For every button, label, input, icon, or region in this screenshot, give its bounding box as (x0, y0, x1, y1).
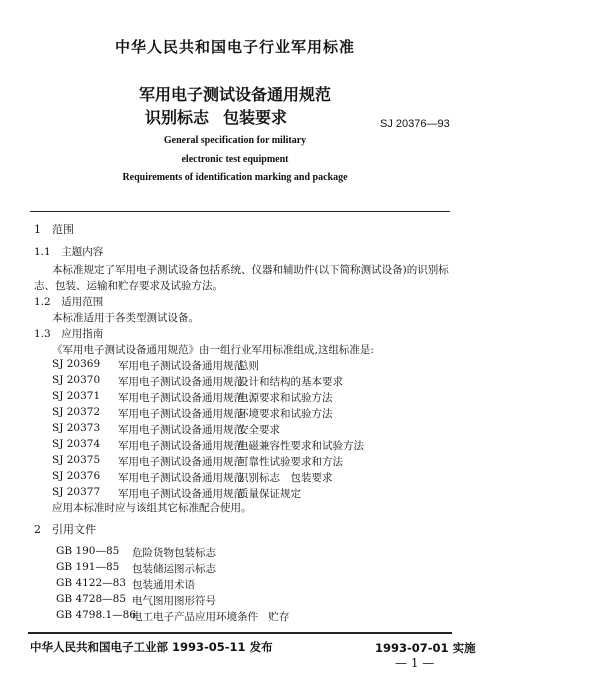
series-name: 军用电子测试设备通用规范 (118, 408, 244, 420)
title-line-1: 军用电子测试设备通用规范 (138, 85, 331, 104)
reference-code: GB 4728—85 (56, 593, 127, 605)
reference-title: 危险货物包装标志 (132, 547, 216, 559)
section-1-3-intro: 《军用电子测试设备通用规范》由一组行业军用标准组成,这组标准是: (52, 344, 374, 356)
section-1-heading: 1 范围 (34, 223, 74, 236)
series-name: 军用电子测试设备通用规范 (118, 360, 244, 372)
section-1-2-heading: 1.2 适用范围 (34, 296, 104, 308)
series-part: 电磁兼容性要求和试验方法 (238, 440, 364, 452)
series-name: 军用电子测试设备通用规范 (118, 488, 244, 500)
reference-code: GB 4798.1—86 (56, 609, 137, 621)
section-1-3-outro: 应用本标准时应与该组其它标准配合使用。 (52, 502, 252, 514)
series-part: 识别标志 包装要求 (238, 472, 333, 484)
series-name: 军用电子测试设备通用规范 (118, 424, 244, 436)
title-line-2 (145, 105, 287, 128)
series-name: 军用电子测试设备通用规范 (118, 472, 244, 484)
reference-title: 包装通用术语 (132, 579, 195, 591)
reference-title: 包装储运图示标志 (132, 563, 216, 575)
english-title-line-1: General specification for military (163, 135, 307, 146)
series-code: SJ 20369 (52, 358, 101, 370)
series-code: SJ 20373 (52, 422, 101, 434)
section-1-1-heading: 1.1 主题内容 (34, 246, 104, 258)
series-part: 电源要求和试验方法 (238, 392, 333, 404)
series-name: 军用电子测试设备通用规范 (118, 376, 244, 388)
issue-statement: 中华人民共和国电子工业部 1993-05-11 发布 (30, 640, 273, 654)
section-2-heading: 2 引用文件 (34, 523, 96, 536)
page-number: — 1 — (395, 656, 435, 670)
footer-divider (28, 632, 452, 634)
section-1-1-text-line-1: 本标准规定了军用电子测试设备包括系统、仪器和辅助件(以下简称测试设备)的识别标 (52, 264, 449, 276)
section-1-2-text: 本标准适用于各类型测试设备。 (52, 312, 199, 324)
effective-date: 1993-07-01 实施 (375, 641, 476, 655)
header-divider (30, 211, 450, 212)
document-header: 中华人民共和国电子行业军用标准 (114, 38, 355, 56)
series-code: SJ 20377 (52, 486, 101, 498)
title-line-2-part-a: 识别标志 (145, 108, 210, 127)
series-part: 环境要求和试验方法 (238, 408, 333, 420)
section-1-3-heading: 1.3 应用指南 (34, 328, 104, 340)
reference-code: GB 191—85 (56, 561, 120, 573)
reference-code: GB 4122—83 (56, 577, 127, 589)
series-part: 总则 (238, 360, 259, 372)
series-name: 军用电子测试设备通用规范 (118, 456, 244, 468)
series-part: 设计和结构的基本要求 (238, 376, 343, 388)
title-line-2-part-b: 包装要求 (223, 108, 288, 127)
series-name: 军用电子测试设备通用规范 (118, 392, 244, 404)
series-code: SJ 20370 (52, 374, 101, 386)
series-part: 安全要求 (238, 424, 280, 436)
english-title-line-2: electronic test equipment (181, 154, 289, 165)
standard-number: SJ 20376—93 (380, 118, 450, 130)
series-code: SJ 20376 (52, 470, 101, 482)
series-code: SJ 20371 (52, 390, 101, 402)
english-title-line-3: Requirements of identification marking and package (122, 172, 348, 183)
series-name: 军用电子测试设备通用规范 (118, 440, 244, 452)
section-1-1-text-line-2: 志、包装、运输和贮存要求及试验方法。 (34, 280, 223, 292)
series-code: SJ 20375 (52, 454, 101, 466)
reference-title: 电气图用图形符号 (132, 595, 216, 607)
series-part: 质量保证规定 (238, 488, 301, 500)
reference-title: 电工电子产品应用环境条件 贮存 (132, 611, 290, 623)
series-code: SJ 20372 (52, 406, 101, 418)
series-part: 可靠性试验要求和方法 (238, 456, 343, 468)
reference-code: GB 190—85 (56, 545, 120, 557)
series-code: SJ 20374 (52, 438, 101, 450)
